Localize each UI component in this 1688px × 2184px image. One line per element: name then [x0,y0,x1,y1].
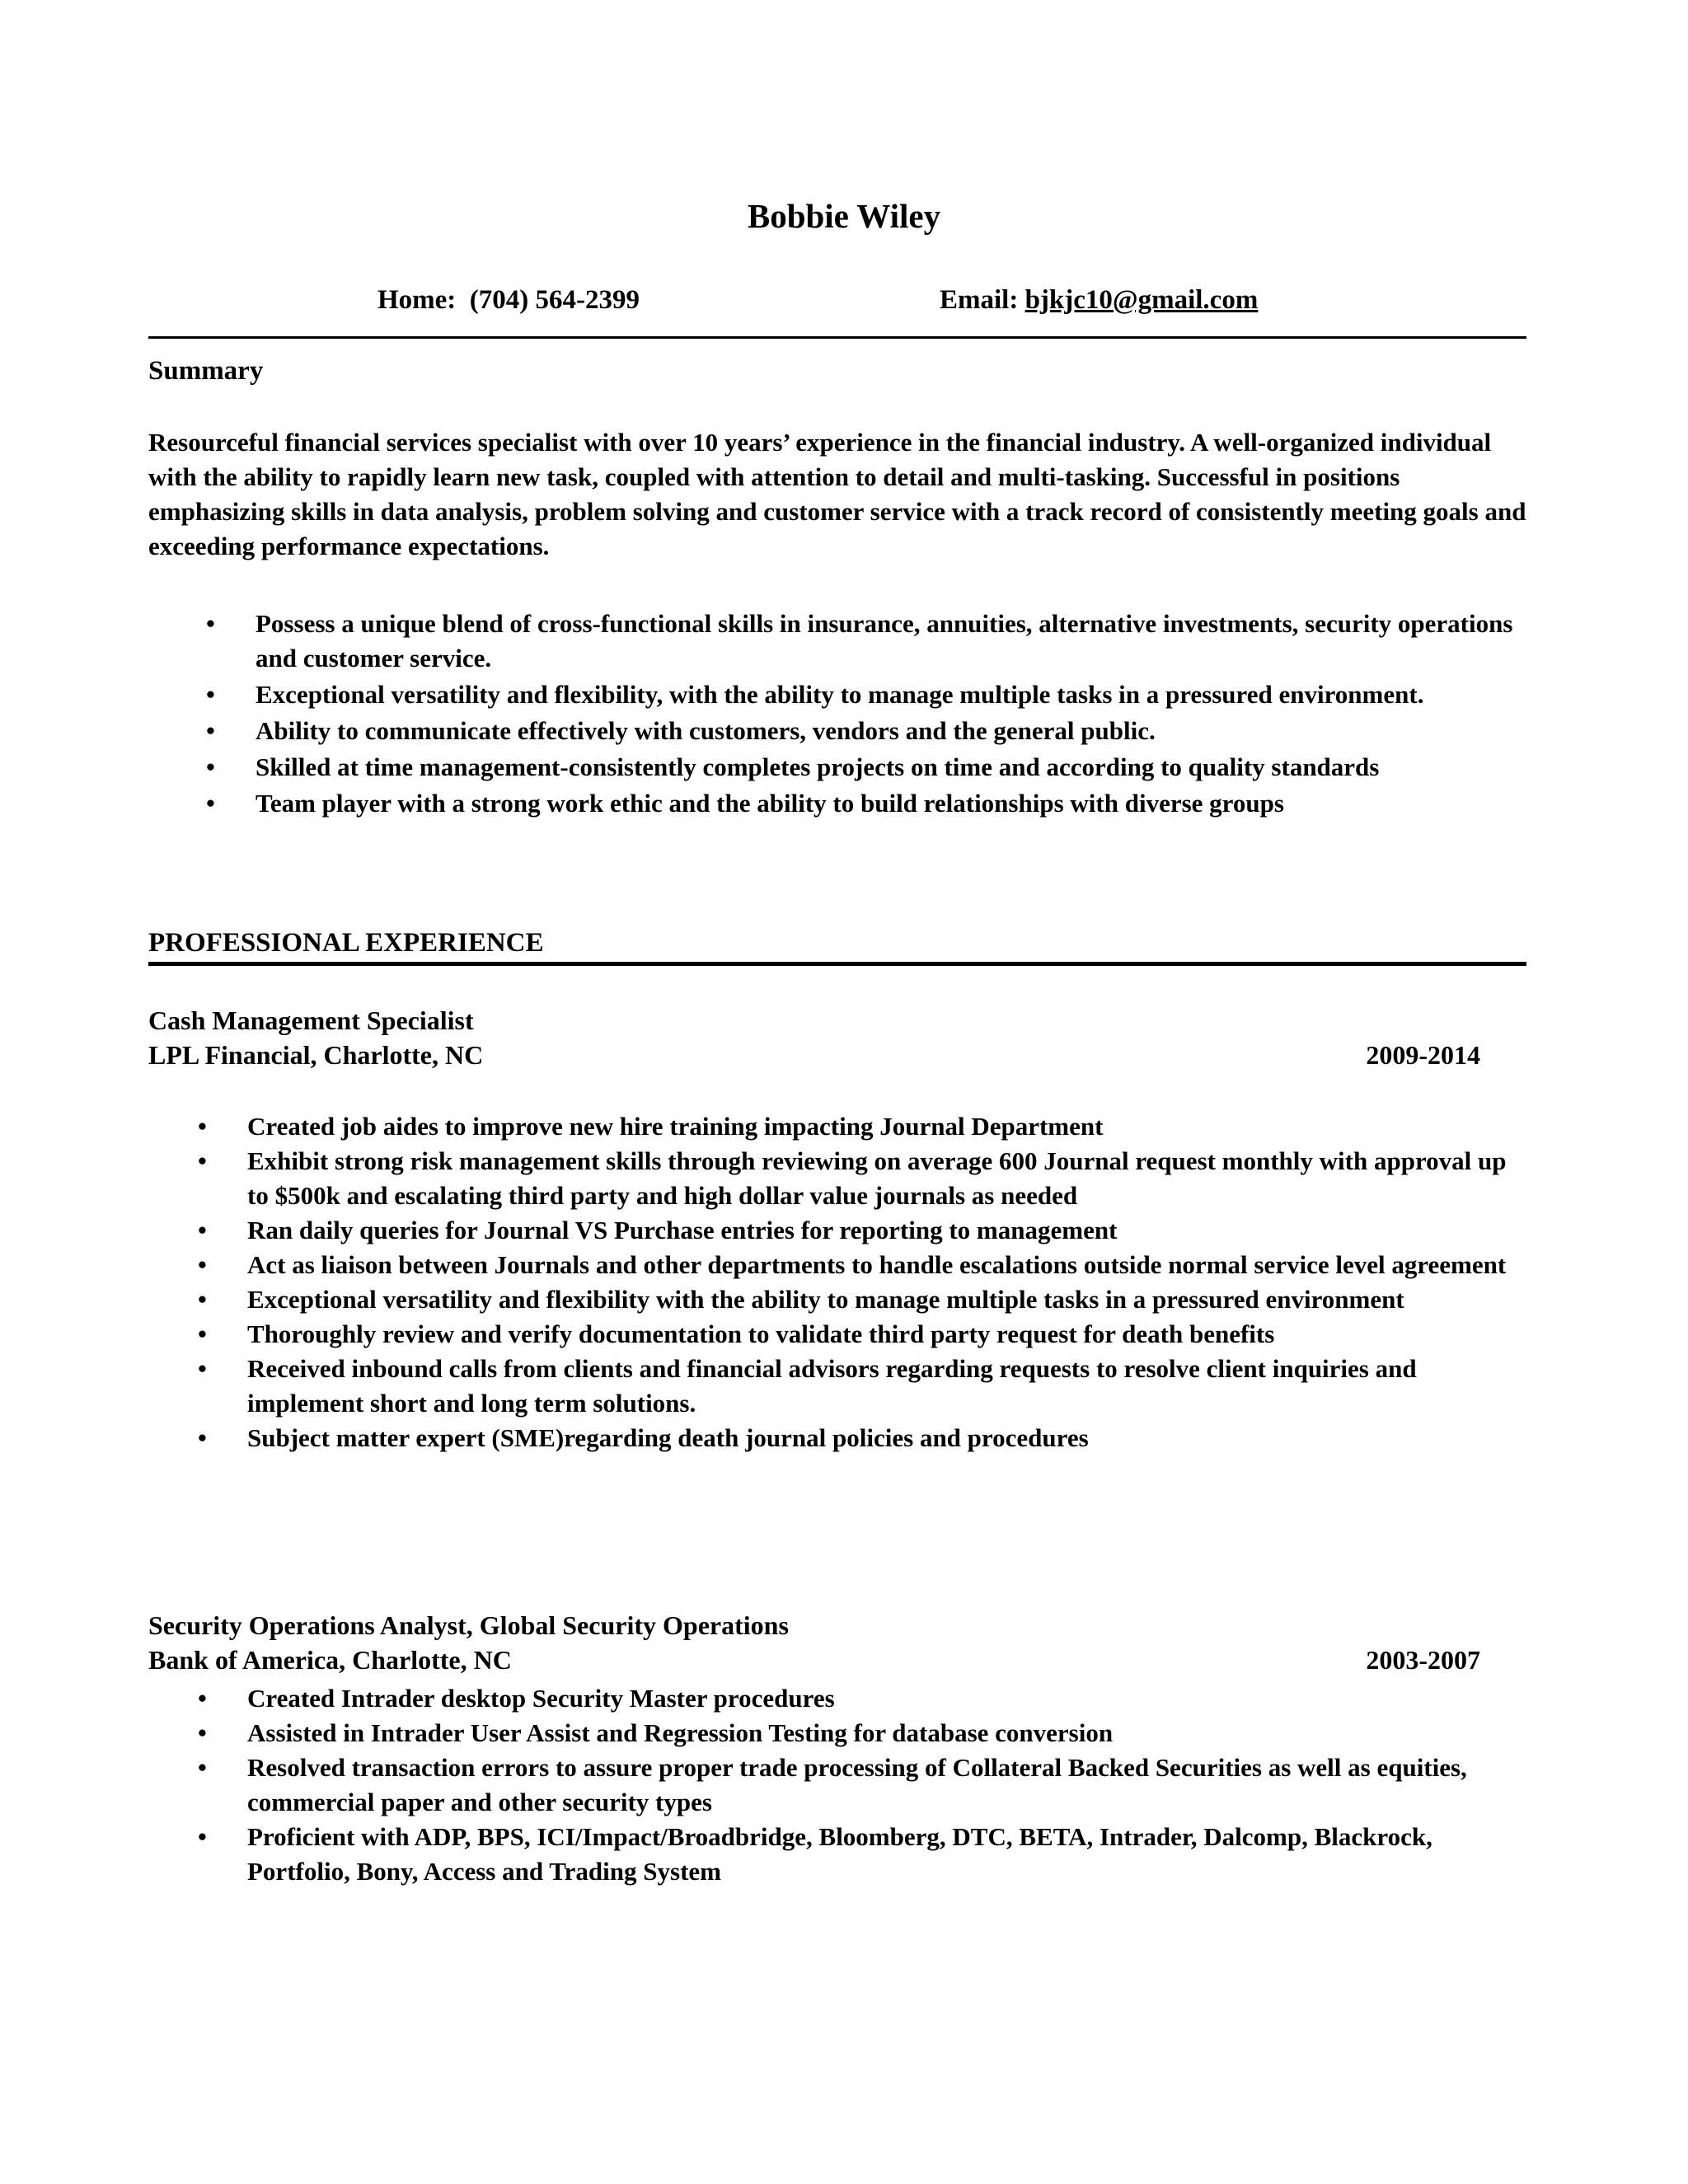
email-label: Email: [940,285,1019,315]
email-link[interactable]: bjkjc10@gmail.com [1025,285,1259,315]
list-item: • Exhibit strong risk management skills through reviewing on average 600 Journal request monthly with approval up to $500k and escalating third party and high dollar value journals as needed [198,1146,1507,1210]
job-title: Cash Management Specialist [148,1005,474,1035]
home-label: Home: [377,285,457,315]
summary-paragraph: Resourceful financial services specialist with over 10 years’ experience in the financial industry. A well-organized individual with the ability to rapidly learn new task, coupled with attention to detail and multi-tasking. Successful in positions emphasizing skills in data analysis, problem solving and customer service with a track record of consistently meeting goals and exceeding performance expectations. [148,428,1526,560]
job-company: LPL Financial, Charlotte, NC [148,1040,484,1070]
header-divider [148,336,1526,339]
list-item: • Created Intrader desktop Security Master procedures [198,1684,835,1713]
email-contact [940,285,1258,316]
list-item: • Proficient with ADP, BPS, ICI/Impact/Broadbridge, Bloomberg, DTC, BETA, Intrader, Dalcomp, Blackrock, Portfolio, Bony, Access and Trading System [198,1822,1432,1886]
list-item: • Exceptional versatility and flexibility, with the ability to manage multiple tasks in a pressured environment. [206,680,1424,709]
list-item: • Received inbound calls from clients and financial advisors regarding requests to resolve client inquiries and implement short and long term solutions. [198,1354,1417,1418]
list-item: • Team player with a strong work ethic and the ability to build relationships with diverse groups [206,789,1284,818]
job-bullet-list [198,1681,1533,1889]
candidate-name: Bobbie Wiley [747,197,941,235]
list-item: • Assisted in Intrader User Assist and Regression Testing for database conversion [198,1718,1114,1747]
job-title: Security Operations Analyst, Global Security Operations [148,1610,789,1640]
list-item: • Ran daily queries for Journal VS Purchase entries for reporting to management [198,1216,1118,1244]
job-company: Bank of America, Charlotte, NC [148,1645,512,1675]
summary-heading: Summary [148,356,264,386]
experience-heading: PROFESSIONAL EXPERIENCE [148,928,544,958]
list-item: • Exceptional versatility and flexibility with the ability to manage multiple tasks in a pressured environment [198,1285,1404,1314]
home-phone: (704) 564-2399 [469,285,640,315]
list-item: • Subject matter expert (SME)regarding death journal policies and procedures [198,1423,1089,1452]
list-item: • Ability to communicate effectively with customers, vendors and the general public. [206,716,1156,745]
list-item: • Possess a unique blend of cross-functional skills in insurance, annuities, alternative investments, security operations and customer service. [206,609,1513,673]
list-item: • Skilled at time management-consistently completes projects on time and according to quality standards [206,752,1380,781]
list-item: • Resolved transaction errors to assure proper trade processing of Collateral Backed Securities as well as equities, commercial paper and other security types [198,1753,1467,1816]
list-item: • Act as liaison between Journals and other departments to handle escalations outside normal service level agreement [198,1250,1507,1279]
list-item: • Created job aides to improve new hire training impacting Journal Department [198,1112,1104,1141]
job-dates: 2003-2007 [1366,1645,1480,1675]
summary-bullet-list [206,607,1525,823]
job-bullet-list [198,1109,1533,1455]
home-contact [377,285,640,316]
list-item: • Thoroughly review and verify documentation to validate third party request for death benefits [198,1319,1275,1348]
experience-divider [148,962,1526,966]
job-dates: 2009-2014 [1366,1040,1480,1070]
